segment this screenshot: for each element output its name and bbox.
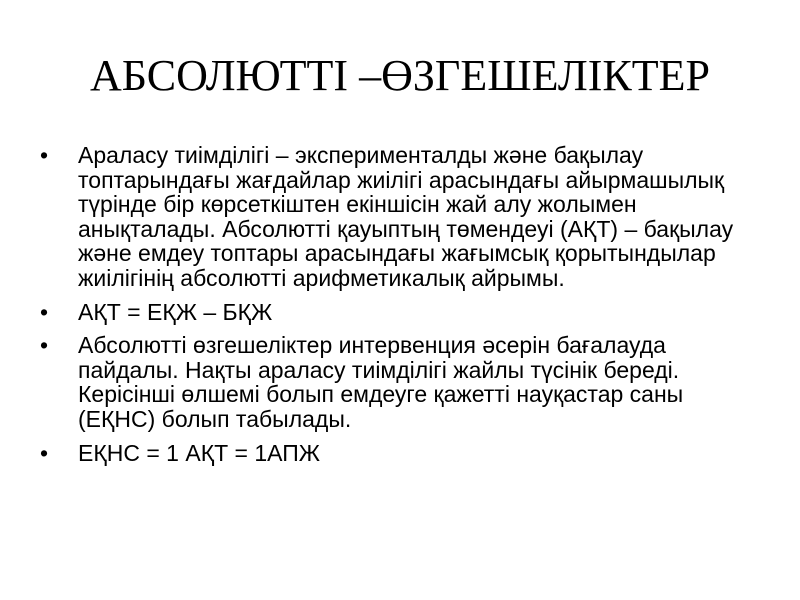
bullet-icon: •	[40, 439, 49, 466]
bullet-list	[40, 143, 760, 474]
bullet-item	[40, 300, 760, 325]
bullet-item	[40, 333, 760, 431]
bullet-text: Абсолютті өзгешеліктер интервенция әсерін бағалауда пайдалы. Нақты араласу тиімділігі жайлы түсінік береді. Керісінші өлшемі болып емдеуге қажетті науқастар саны (ЕҚНС) болып табылады.	[78, 332, 684, 432]
bullet-text: АҚТ = ЕҚЖ – БҚЖ	[78, 298, 273, 325]
bullet-icon: •	[40, 298, 49, 325]
bullet-icon: •	[40, 142, 49, 168]
slide-title: АБСОЛЮТТІ –ӨЗГЕШЕЛІКТЕР	[90, 51, 710, 100]
bullet-text: Араласу тиімділігі – эксперименталды және бақылау топтарындағы жағдайлар жиілігі арасындағы айырмашылық түрінде бір көрсеткіштен екіншісін жай алу жолымен анықталады. Абсолютті қауыптың төмендеуі (АҚТ) – бақылау және емдеу топтары арасындағы жағымсық қорытындылар жиілігінің абсолютті арифметикалық айрымы.	[78, 142, 734, 291]
bullet-item	[40, 441, 760, 466]
bullet-icon: •	[40, 332, 49, 359]
bullet-item	[40, 143, 760, 291]
bullet-text: ЕҚНС = 1 АҚТ = 1АПЖ	[78, 439, 320, 466]
